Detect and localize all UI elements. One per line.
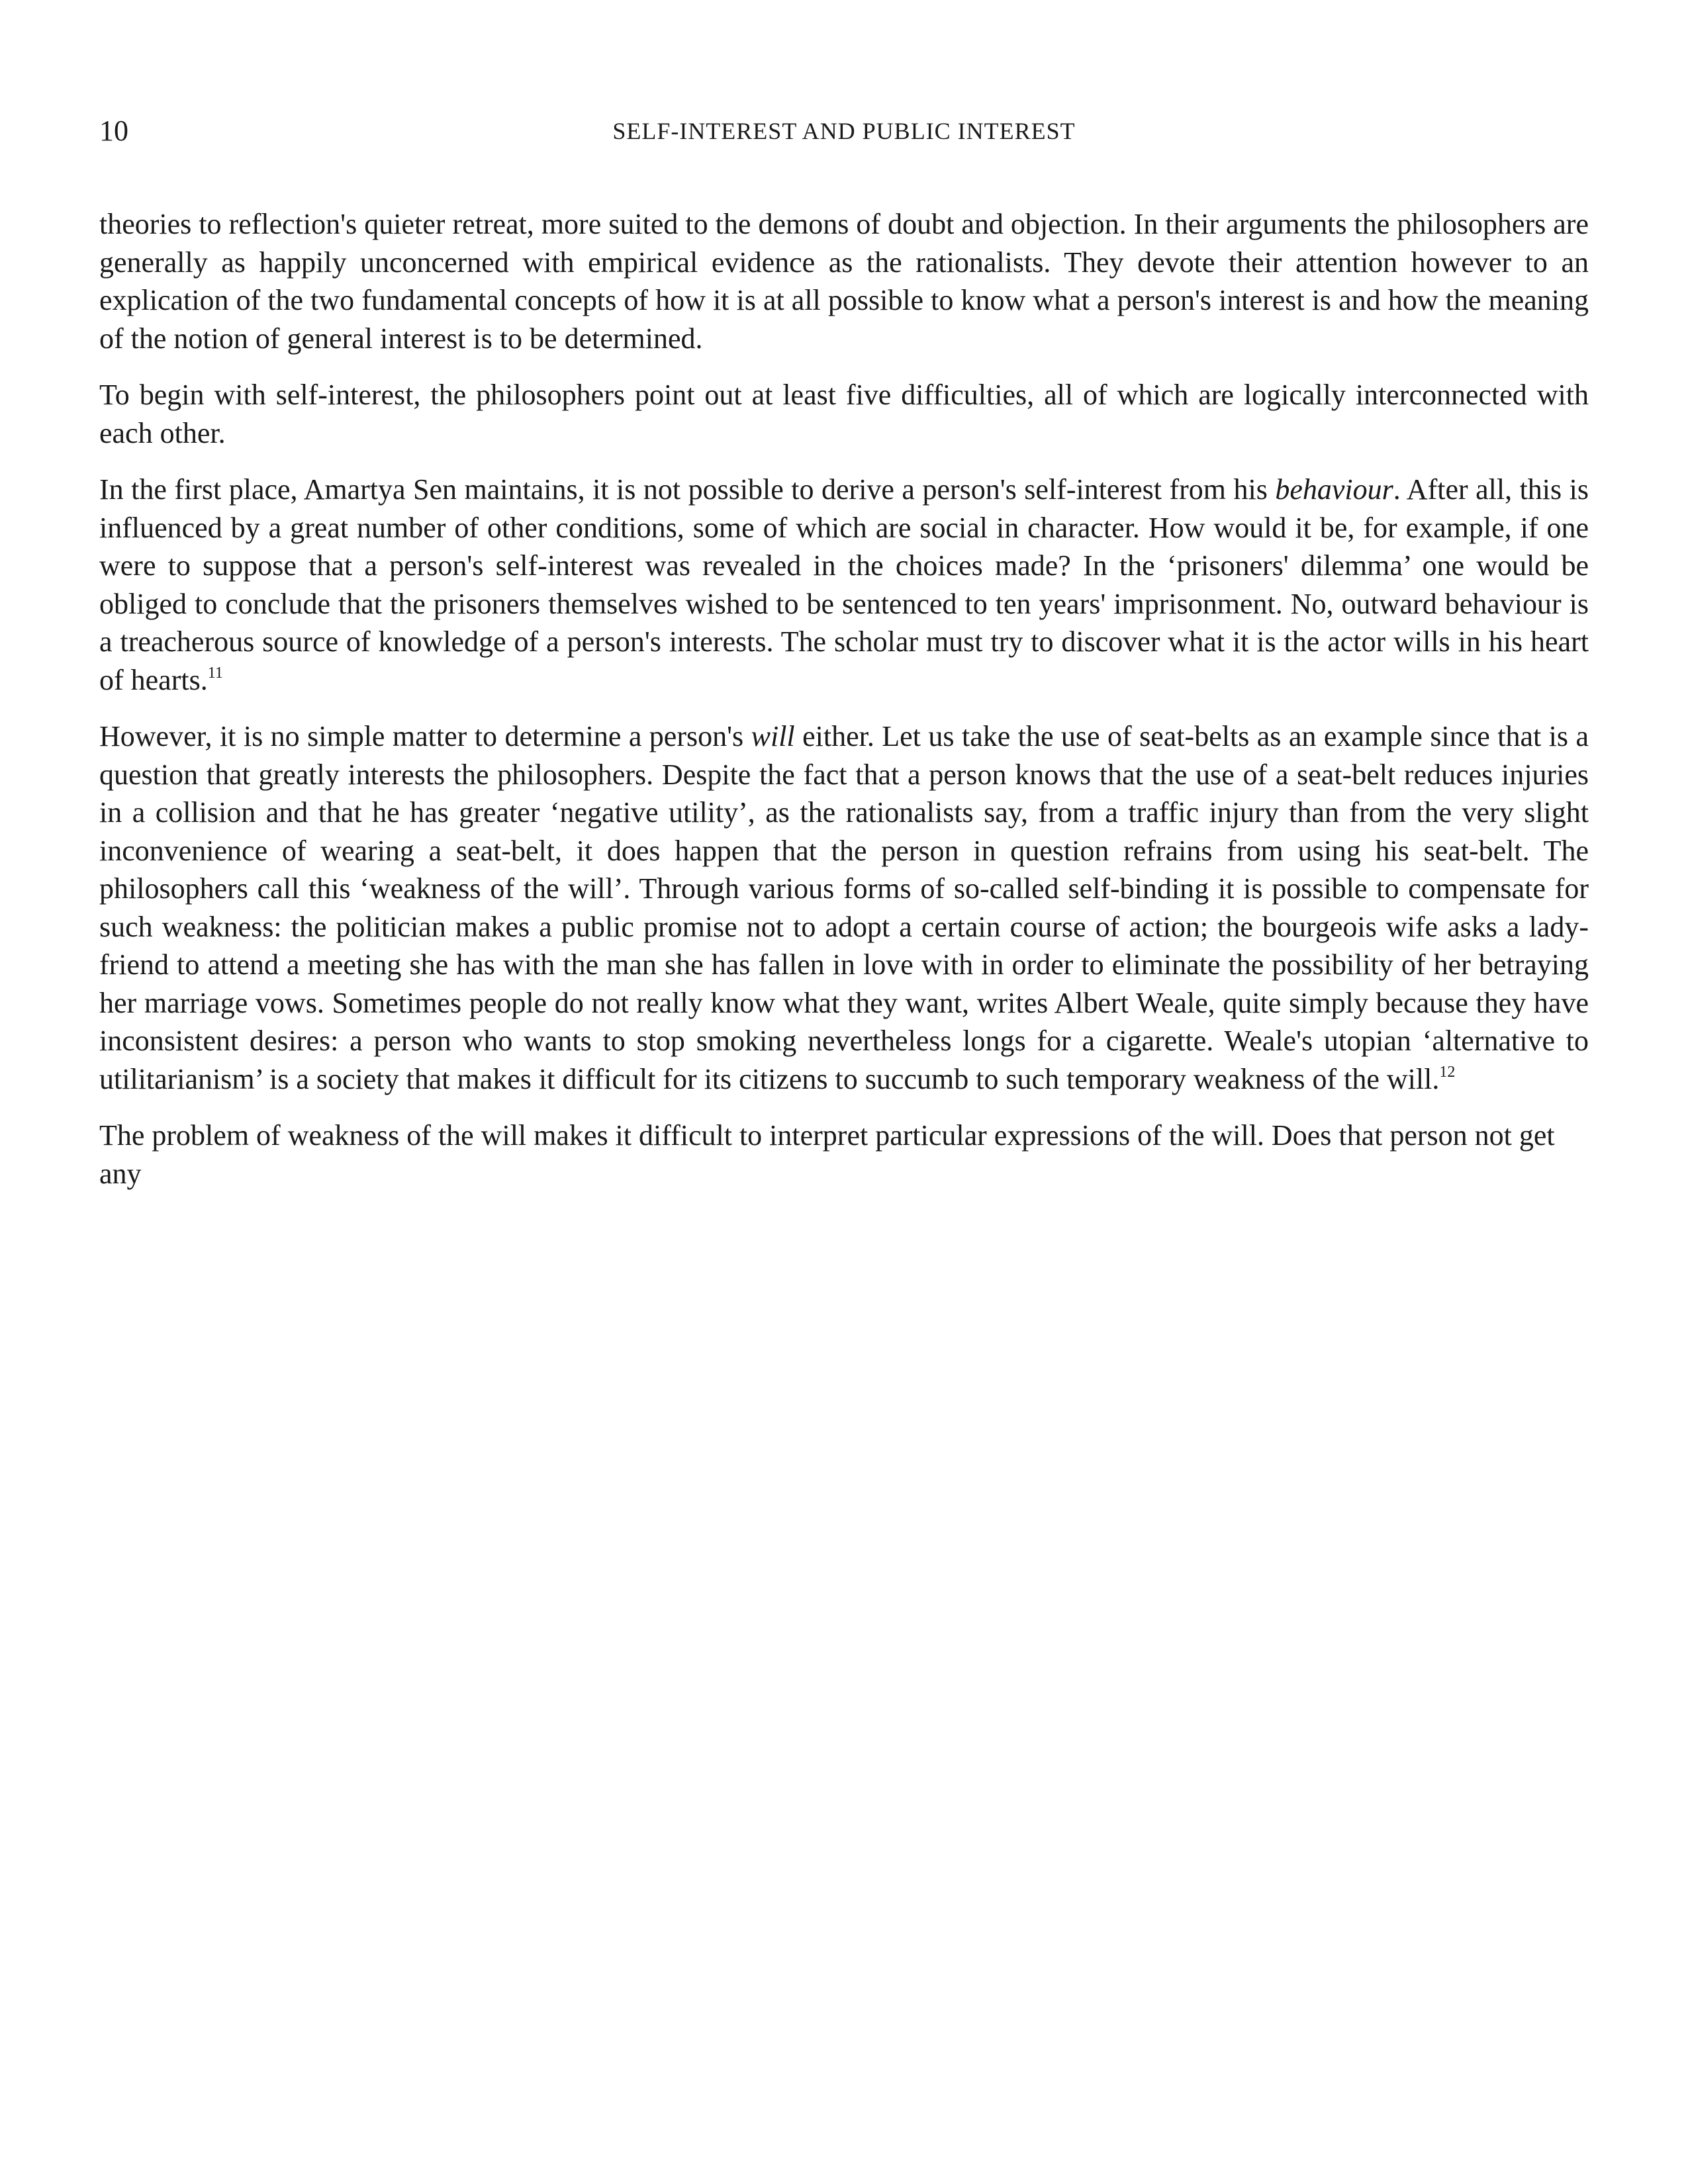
running-header [99, 111, 1589, 151]
paragraph-3-text-before: In the first place, Amartya Sen maintains, it is not possible to derive a person's self-interest from his [99, 473, 1276, 506]
footnote-marker-11: 11 [207, 664, 223, 682]
paragraph-2: To begin with self-interest, the philosophers point out at least five difficulties, all of which are logically interconnected with each other. [99, 379, 1589, 449]
paragraph-1: theories to reflection's quieter retreat, more suited to the demons of doubt and objection. In their arguments the philosophers are generally as happily unconcerned with empirical evidence as the rationalists. They devote their attention however to an explication of the two fundamental concepts of how it is at all possible to know what a person's interest is and how the meaning of the notion of general interest is to be determined. [99, 208, 1589, 355]
paragraph-3-text-after: . After all, this is influenced by a great number of other conditions, some of which are social in character. How would it be, for example, if one were to suppose that a person's self-interest was revealed in the choices made? In the ‘prisoners' dilemma’ one would be obliged to conclude that the prisoners themselves wished to be sentenced to ten years' imprisonment. No, outward behaviour is a treacherous source of knowledge of a person's interests. The scholar must try to discover what it is the actor wills in his heart of hearts. [99, 473, 1589, 696]
emphasis-will: will [751, 720, 795, 752]
paragraph-4-text-before: However, it is no simple matter to determine a person's [99, 720, 751, 752]
paragraph-5: The problem of weakness of the will makes it difficult to interpret particular expressions of the will. Does that person not get any [99, 1119, 1555, 1190]
body-text [99, 205, 1589, 1211]
paragraph-4-text-after: either. Let us take the use of seat-belts as an example since that is a question that greatly interests the philosophers. Despite the fact that a person knows that the use of a seat-belt reduces injuries in a collision and that he has greater ‘negative utility’, as the rationalists say, from a traffic injury than from the very slight inconvenience of wearing a seat-belt, it does happen that the person in question refrains from using his seat-belt. The philosophers call this ‘weakness of the will’. Through various forms of so-called self-binding it is possible to compensate for such weakness: the politician makes a public promise not to adopt a certain course of action; the bourgeois wife asks a lady-friend to attend a meeting she has with the man she has fallen in love with in order to eliminate the possibility of her betraying her marriage vows. Sometimes people do not really know what they want, writes Albert Weale, quite simply because they have inconsistent desires: a person who wants to stop smoking nevertheless longs for a cigarette. Weale's utopian ‘alternative to utilitarianism’ is a society that makes it difficult for its citizens to succumb to such temporary weakness of the will. [99, 720, 1589, 1095]
footnote-marker-12: 12 [1439, 1063, 1456, 1081]
paragraph-3 [99, 471, 1589, 699]
running-title: SELF-INTEREST AND PUBLIC INTEREST [612, 118, 1076, 144]
page-number: 10 [99, 114, 128, 147]
emphasis-behaviour: behaviour [1275, 473, 1393, 506]
paragraph-4 [99, 717, 1589, 1098]
